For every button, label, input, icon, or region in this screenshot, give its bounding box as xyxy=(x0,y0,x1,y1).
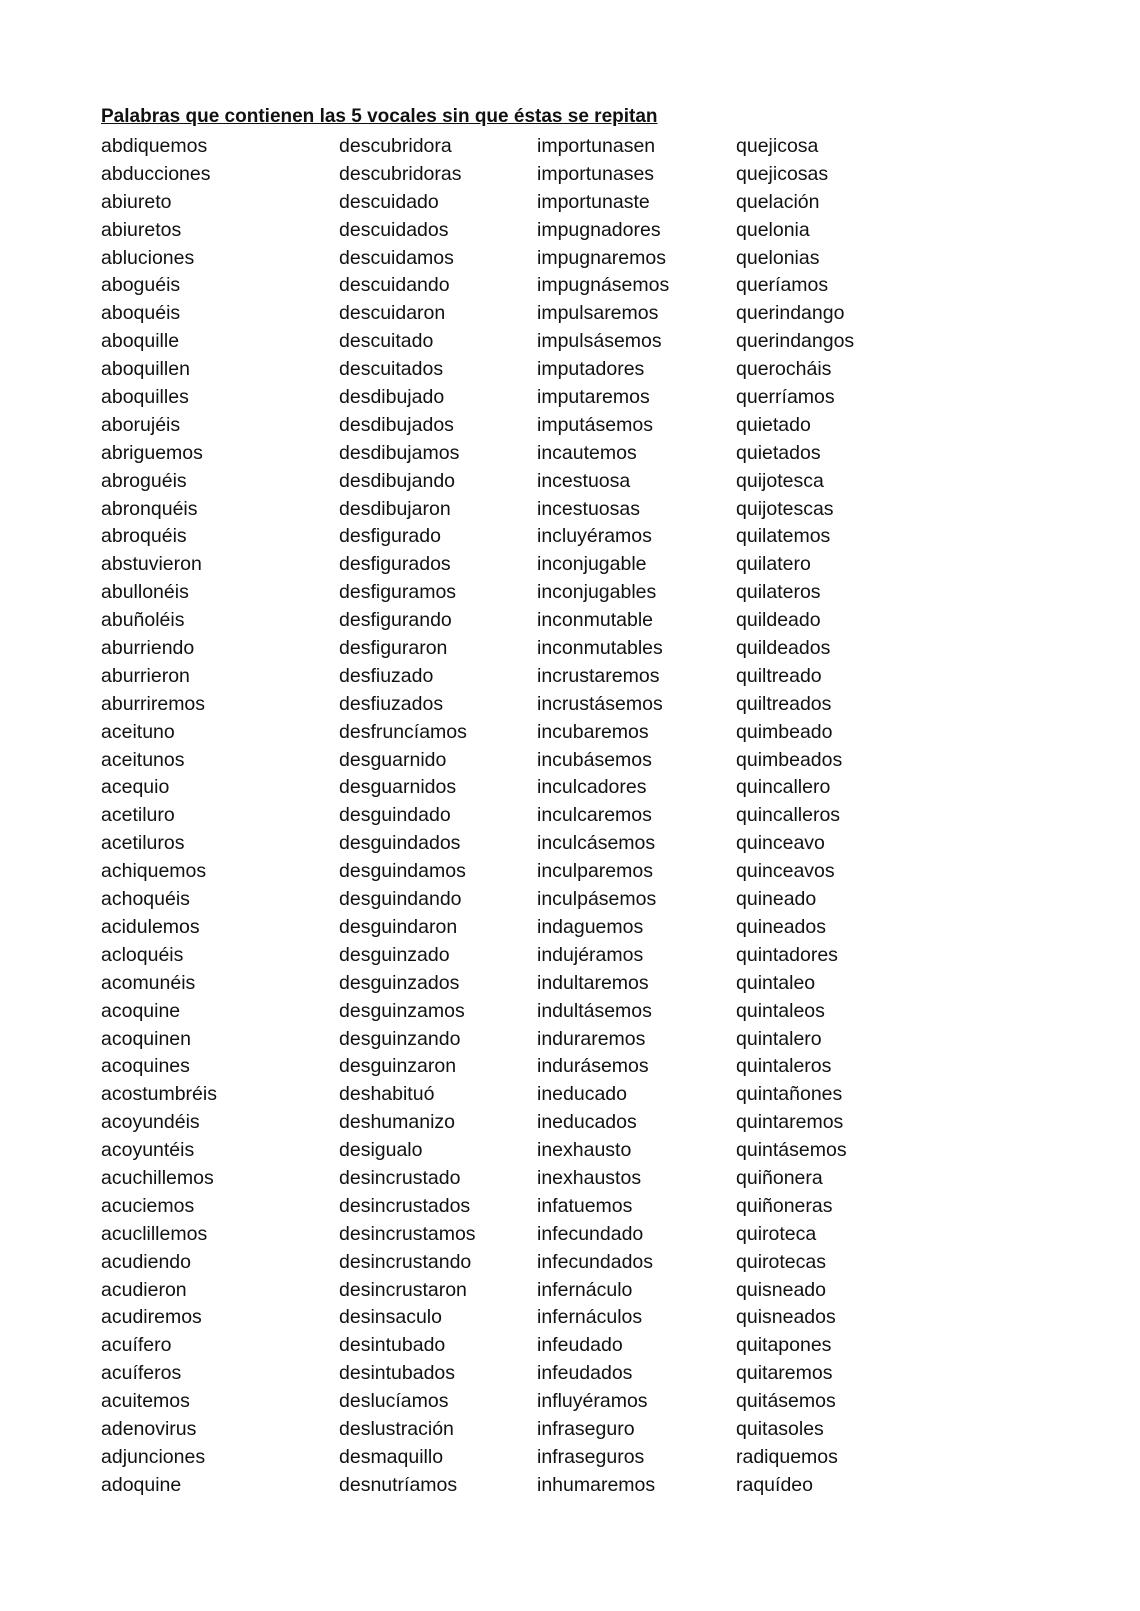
word-list-item: impulsásemos xyxy=(537,330,662,353)
word-list-item: abluciones xyxy=(101,246,195,269)
word-list-item: achoquéis xyxy=(101,888,190,911)
word-list-item: desnutríamos xyxy=(339,1473,458,1496)
word-list-item: quelación xyxy=(736,190,820,213)
word-list-item: quiñonera xyxy=(736,1166,823,1189)
word-list-item: descuitado xyxy=(339,330,434,353)
word-list-item: adjunciones xyxy=(101,1445,206,1468)
word-list-item: infatuemos xyxy=(537,1194,633,1217)
word-list-item: incluyéramos xyxy=(537,525,652,548)
word-list-item: desguindamos xyxy=(339,860,466,883)
word-list-item: querríamos xyxy=(736,386,835,409)
word-list-item: incubaremos xyxy=(537,720,649,743)
word-list-item: acuífero xyxy=(101,1334,172,1357)
word-list-item: acudieron xyxy=(101,1278,187,1301)
word-list-item: acudiremos xyxy=(101,1306,202,1329)
word-list-item: acuitemos xyxy=(101,1390,190,1413)
word-list-item: aboquille xyxy=(101,330,180,353)
word-list-item: deslucíamos xyxy=(339,1390,449,1413)
word-list-item: quintaleos xyxy=(736,999,825,1022)
word-list-item: infeudado xyxy=(537,1334,623,1357)
word-list-item: abdiquemos xyxy=(101,135,208,157)
word-list-item: quitaremos xyxy=(736,1362,833,1385)
word-list-item: infecundado xyxy=(537,1222,644,1245)
word-list-item: aburrieron xyxy=(101,664,190,687)
word-list-item: desguinzamos xyxy=(339,999,465,1022)
word-list-item: infecundados xyxy=(537,1250,654,1273)
word-list-item: descubridoras xyxy=(339,162,462,185)
word-list-item: infraseguros xyxy=(537,1445,645,1468)
word-list-item: acoquines xyxy=(101,1055,190,1078)
word-list-item: descuidaron xyxy=(339,302,446,325)
word-list-item: desdibujados xyxy=(339,413,454,436)
word-list-item: quintañones xyxy=(736,1083,843,1106)
word-list-item: desinsaculo xyxy=(339,1306,442,1329)
word-list-item: inculpásemos xyxy=(537,888,657,911)
word-list-item: aboquillen xyxy=(101,358,190,381)
word-list-item: aboguéis xyxy=(101,274,181,297)
word-list-item: quejicosa xyxy=(736,135,819,157)
word-list-item: infernáculo xyxy=(537,1278,633,1301)
word-list-item: abroquéis xyxy=(101,525,187,548)
word-list-item: quelonia xyxy=(736,218,810,241)
word-list-item: aboquéis xyxy=(101,302,181,325)
word-list-item: acequio xyxy=(101,776,170,799)
word-list-item: quilatero xyxy=(736,553,811,576)
word-list-item: infernáculos xyxy=(537,1306,643,1329)
word-list-item: raquídeo xyxy=(736,1473,813,1496)
word-list-item: quimbeados xyxy=(736,748,843,771)
word-list-item: quisneados xyxy=(736,1306,836,1329)
word-list-item: incrustaremos xyxy=(537,664,660,687)
word-list-item: inexhausto xyxy=(537,1139,632,1162)
word-list-item: quintaremos xyxy=(736,1111,844,1134)
word-list-item: inculcásemos xyxy=(537,832,656,855)
word-list-item: desguarnidos xyxy=(339,776,457,799)
word-list-item: quiñoneras xyxy=(736,1194,833,1217)
word-list-item: quilateros xyxy=(736,581,821,604)
word-list-item: desguinzados xyxy=(339,971,460,994)
word-list-item: imputaremos xyxy=(537,386,650,409)
word-list-item: acoquinen xyxy=(101,1027,191,1050)
word-list-item: querindango xyxy=(736,302,845,325)
word-list-item: descuidado xyxy=(339,190,439,213)
word-list-item: quiltreado xyxy=(736,664,822,687)
word-list-item: incrustásemos xyxy=(537,692,663,715)
word-list-item: incubásemos xyxy=(537,748,652,771)
word-list-item: desguindando xyxy=(339,888,462,911)
word-list-item: radiquemos xyxy=(736,1445,838,1468)
word-list-item: acloquéis xyxy=(101,943,184,966)
word-list-item: queríamos xyxy=(736,274,829,297)
word-list-item: inhumaremos xyxy=(537,1473,656,1496)
word-list-item: acoyuntéis xyxy=(101,1139,195,1162)
word-list-item: desfiuzado xyxy=(339,664,434,687)
word-list-item: desdibujamos xyxy=(339,441,460,464)
word-column-1 xyxy=(101,133,217,1500)
word-list-item: adoquine xyxy=(101,1473,182,1496)
word-list-item: importunases xyxy=(537,162,655,185)
word-list-item: quinceavos xyxy=(736,860,835,883)
word-list-item: importunasen xyxy=(537,135,656,157)
word-list-item: desintubados xyxy=(339,1362,456,1385)
word-list-item: abullonéis xyxy=(101,581,189,604)
word-list-item: infraseguro xyxy=(537,1417,635,1440)
word-list-item: indultaremos xyxy=(537,971,649,994)
word-list-item: desincrustados xyxy=(339,1194,471,1217)
word-list-item: inculparemos xyxy=(537,860,653,883)
word-list-item: acetiluros xyxy=(101,832,185,855)
word-list-item: quiroteca xyxy=(736,1222,817,1245)
word-list-item: acuciemos xyxy=(101,1194,195,1217)
word-list-item: quietado xyxy=(736,413,811,436)
word-list-item: desguinzado xyxy=(339,943,450,966)
word-list-item: querindangos xyxy=(736,330,855,353)
word-list-item: acomunéis xyxy=(101,971,196,994)
word-list-item: aburriremos xyxy=(101,692,206,715)
word-list-item: abuñoléis xyxy=(101,609,185,632)
word-list-item: desfigurados xyxy=(339,553,451,576)
word-list-item: incestuosa xyxy=(537,469,631,492)
word-list-item: descubridora xyxy=(339,135,452,157)
word-list-item: desdibujado xyxy=(339,386,445,409)
word-list-item: abducciones xyxy=(101,162,211,185)
word-list-item: quejicosas xyxy=(736,162,829,185)
word-list-item: inconmutable xyxy=(537,609,653,632)
word-list-item: aboquilles xyxy=(101,386,189,409)
word-list-item: abroguéis xyxy=(101,469,187,492)
word-list-item: acetiluro xyxy=(101,804,175,827)
word-list-item: ineducado xyxy=(537,1083,627,1106)
word-list-item: acudiendo xyxy=(101,1250,191,1273)
word-list-item: desintubado xyxy=(339,1334,446,1357)
word-list-item: incestuosas xyxy=(537,497,640,520)
word-list-item: importunaste xyxy=(537,190,650,213)
word-list-item: desmaquillo xyxy=(339,1445,444,1468)
word-list-item: imputadores xyxy=(537,358,645,381)
word-list-item: infeudados xyxy=(537,1362,633,1385)
word-list-item: induraremos xyxy=(537,1027,646,1050)
word-list-item: indurásemos xyxy=(537,1055,649,1078)
word-list-item: quildeados xyxy=(736,637,831,660)
word-list-item: imputásemos xyxy=(537,413,653,436)
word-list-item: incautemos xyxy=(537,441,637,464)
word-list-item: inculcadores xyxy=(537,776,647,799)
word-list-item: desfigurando xyxy=(339,609,452,632)
word-column-3 xyxy=(537,133,669,1500)
word-list-item: abiureto xyxy=(101,190,172,213)
word-list-item: impugnaremos xyxy=(537,246,666,269)
word-list-item: desfiuzados xyxy=(339,692,444,715)
word-list-item: acoyundéis xyxy=(101,1111,200,1134)
word-list-item: impugnásemos xyxy=(537,274,670,297)
word-list-item: quildeado xyxy=(736,609,821,632)
word-list-item: influyéramos xyxy=(537,1390,648,1413)
word-column-4 xyxy=(736,133,854,1500)
word-list-item: abronquéis xyxy=(101,497,198,520)
word-list-item: quitásemos xyxy=(736,1390,836,1413)
word-list-item: desfiguraron xyxy=(339,637,448,660)
word-list-item: acuíferos xyxy=(101,1362,182,1385)
word-list-item: acuchillemos xyxy=(101,1166,214,1189)
word-list-item: aceituno xyxy=(101,720,175,743)
word-list-item: indujéramos xyxy=(537,943,644,966)
word-list-item: quineados xyxy=(736,915,826,938)
word-list-item: descuidando xyxy=(339,274,450,297)
word-list-item: aceitunos xyxy=(101,748,185,771)
word-list-item: acoquine xyxy=(101,999,181,1022)
word-list-item: ineducados xyxy=(537,1111,637,1134)
word-list-item: quietados xyxy=(736,441,821,464)
word-list-item: aburriendo xyxy=(101,637,195,660)
page-title: Palabras que contienen las 5 vocales sin que éstas se repitan xyxy=(101,106,658,127)
word-list-item: desincrustando xyxy=(339,1250,472,1273)
word-list-item: inculcaremos xyxy=(537,804,652,827)
word-list-item: deshabituó xyxy=(339,1083,435,1106)
word-list-item: desigualo xyxy=(339,1139,423,1162)
word-list-item: desincrustaron xyxy=(339,1278,467,1301)
word-list-item: desguarnido xyxy=(339,748,447,771)
word-list-item: quisneado xyxy=(736,1278,826,1301)
word-list-item: quijotescas xyxy=(736,497,834,520)
word-list-item: quintadores xyxy=(736,943,838,966)
word-list-item: quijotesca xyxy=(736,469,824,492)
word-list-item: quintásemos xyxy=(736,1139,847,1162)
word-list-item: quiltreados xyxy=(736,692,832,715)
word-list-item: aborujéis xyxy=(101,413,181,436)
word-list-item: deshumanizo xyxy=(339,1111,455,1134)
word-list-item: desfiguramos xyxy=(339,581,457,604)
word-list-item: quitasoles xyxy=(736,1417,824,1440)
word-list-item: adenovirus xyxy=(101,1417,197,1440)
word-list-item: quinceavo xyxy=(736,832,825,855)
word-list-item: acostumbréis xyxy=(101,1083,217,1106)
word-list-item: desfigurado xyxy=(339,525,441,548)
word-list-item: abriguemos xyxy=(101,441,203,464)
word-list-item: deslustración xyxy=(339,1417,454,1440)
word-list-item: inexhaustos xyxy=(537,1166,642,1189)
word-list-item: descuidamos xyxy=(339,246,454,269)
word-list-item: impugnadores xyxy=(537,218,661,241)
word-list-item: quintaleo xyxy=(736,971,816,994)
word-list-item: desguindado xyxy=(339,804,451,827)
word-list-item: quirotecas xyxy=(736,1250,826,1273)
word-list-item: acidulemos xyxy=(101,915,200,938)
word-list-item: indultásemos xyxy=(537,999,652,1022)
word-list-item: quincallero xyxy=(736,776,831,799)
word-list-item: desguindados xyxy=(339,832,461,855)
word-list-item: abiuretos xyxy=(101,218,182,241)
word-list-item: desdibujaron xyxy=(339,497,451,520)
word-list-item: desincrustado xyxy=(339,1166,461,1189)
word-list-item: desincrustamos xyxy=(339,1222,476,1245)
word-list-item: descuitados xyxy=(339,358,444,381)
word-list-item: abstuvieron xyxy=(101,553,202,576)
word-list-item: achiquemos xyxy=(101,860,207,883)
word-list-item: impulsaremos xyxy=(537,302,659,325)
word-column-2 xyxy=(339,133,476,1500)
word-list-item: quilatemos xyxy=(736,525,831,548)
word-list-item: quineado xyxy=(736,888,817,911)
word-list-item: desdibujando xyxy=(339,469,456,492)
word-list-item: desguindaron xyxy=(339,915,458,938)
word-list-item: querocháis xyxy=(736,358,832,381)
word-list-item: inconjugables xyxy=(537,581,657,604)
word-list-item: quitapones xyxy=(736,1334,832,1357)
word-list-item: quintalero xyxy=(736,1027,822,1050)
word-list-item: quelonias xyxy=(736,246,820,269)
word-list-item: inconmutables xyxy=(537,637,663,660)
word-list-item: descuidados xyxy=(339,218,449,241)
word-list-item: quintaleros xyxy=(736,1055,832,1078)
word-list-item: desguinzaron xyxy=(339,1055,457,1078)
word-list-item: quincalleros xyxy=(736,804,841,827)
word-list-item: indaguemos xyxy=(537,915,644,938)
word-list-item: inconjugable xyxy=(537,553,647,576)
word-list-item: desguinzando xyxy=(339,1027,461,1050)
word-list-item: quimbeado xyxy=(736,720,833,743)
word-list-item: desfruncíamos xyxy=(339,720,467,743)
word-list-item: acuclillemos xyxy=(101,1222,208,1245)
